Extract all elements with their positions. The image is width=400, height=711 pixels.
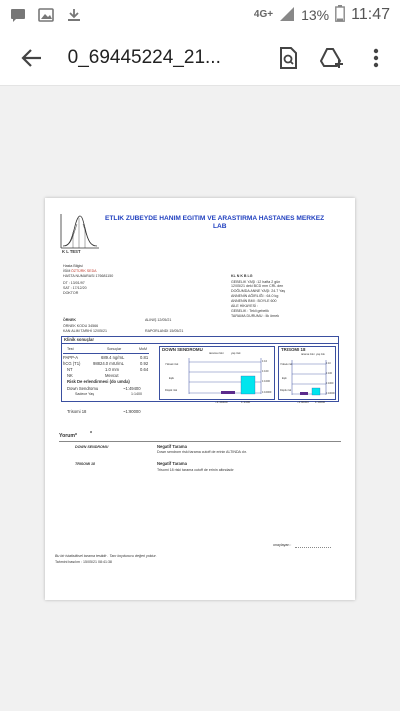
tri-bar-screening	[300, 392, 308, 395]
clinical-info-line: GEBELIK YAŞI :12 hafta 2 gün	[231, 280, 281, 284]
more-vert-icon	[373, 48, 379, 68]
logo-caption: K L TEST	[62, 249, 81, 254]
comment-detail-tri18: Trisomi 18 riski tarama cutoff de erinin altındadır	[157, 468, 234, 472]
clinical-info-line: ANNENİN BMI : BOYLE 600	[231, 299, 277, 303]
clock: 11:47	[351, 6, 390, 23]
tri-risk-chart	[278, 346, 336, 400]
comment-mark: *	[90, 431, 93, 437]
tri-bottom-value: ~1:90000	[297, 400, 309, 404]
tri-chart-title: TRISOMI 18	[281, 347, 306, 352]
down-bar-age	[241, 376, 255, 394]
document-page[interactable]	[45, 198, 355, 600]
table-row: 0.64	[140, 367, 149, 372]
tri18-risk-label: Trisomi 18	[67, 409, 87, 414]
patient-number: HASTA NUMARASI 176681150	[63, 274, 114, 278]
col-result: Sonuçlar	[107, 347, 122, 351]
find-in-document-button[interactable]	[266, 36, 310, 80]
tri-bottom-value: 1:10000	[315, 400, 326, 404]
table-row: hCG (T1)	[63, 361, 81, 366]
comment-label: Yorum*	[59, 433, 78, 439]
tri-axis-tick: 1:100	[326, 372, 332, 375]
down-risk-chart	[159, 346, 275, 400]
risk-header: Risk De erlendirmesi (do umda)	[67, 379, 130, 384]
tri-legend: tarama riski	[301, 353, 315, 356]
patient-sat: SAT : 17/12/20	[63, 286, 87, 290]
more-options-button[interactable]	[354, 36, 398, 80]
comment-result-down: Negatif Tarama	[157, 444, 187, 449]
tri-axis-tick: 1:10000	[326, 392, 335, 395]
patient-doctor: DOKTOR	[63, 291, 79, 295]
patient-dt: DT : 13/01/97	[63, 281, 85, 285]
report-date: RAPORLANDI 15/05/21	[145, 329, 184, 333]
footer-print-time: Tahmini basılım : 15/05/21 08:41:38	[55, 560, 112, 564]
comment-result-tri18: Negatif Tarama	[157, 461, 187, 466]
add-to-drive-button[interactable]	[310, 36, 354, 80]
tri-bar-age	[312, 388, 320, 395]
age-risk-value: 1:1400	[131, 392, 142, 396]
status-bar	[0, 0, 400, 30]
received-date: ALINIŞ 12/05/21	[145, 318, 172, 322]
comment-name-tri18: TRISOMI 18	[75, 462, 95, 466]
tri18-risk-value: ~1:90000	[123, 409, 141, 414]
patient-name-label: İSİM	[63, 269, 71, 273]
down-bottom-value: 1:1400	[241, 400, 251, 404]
sample-code: ÖRNEK KODU 34566	[63, 324, 99, 328]
comment-name-down: DOWN SENDROMU	[75, 445, 109, 449]
down-axis-tick: 1:100	[262, 370, 269, 373]
drive-add-icon	[320, 47, 344, 69]
tri-side-label: Yüksek risk	[280, 363, 293, 366]
down-bar-screening	[221, 391, 235, 394]
clinical-info-line: GEBELIK : Tekli gebelik	[231, 309, 269, 313]
document-title: 0_69445224_21...	[67, 46, 221, 68]
patient-name: ÖZTÜRK SEDA	[71, 269, 97, 273]
clinical-results-header: Klinik sonuçlar	[64, 337, 95, 342]
table-row: NK	[67, 373, 73, 378]
clinical-info-line: TARAMA DURUMU : İlk örnek	[231, 314, 280, 318]
clinical-info-line: AİLE HİKAYESİ :	[231, 304, 259, 308]
down-axis-tick: 1:10000	[262, 391, 272, 394]
arrow-back-icon	[21, 47, 43, 69]
tri-side-label: Düşük risk	[280, 389, 292, 392]
clinical-info-line: ANNENİN AĞIRLIĞI : 64.0 kg	[231, 294, 279, 298]
table-row: NT	[67, 367, 73, 372]
table-row: PAPP-A	[63, 355, 79, 360]
patient-header: Hasta Bilgisi	[63, 264, 83, 268]
down-side-label: Yüksek risk	[165, 363, 179, 366]
down-axis-tick: 1:1000	[262, 380, 270, 383]
tri-legend: yaş risk	[316, 353, 325, 356]
table-row: 0.92	[140, 361, 149, 366]
table-row: 1.0 mm	[105, 367, 119, 372]
lab-logo	[59, 212, 101, 254]
down-legend: yaş risk	[231, 351, 241, 355]
photo-icon	[38, 8, 54, 22]
lab-title-line2: LAB	[213, 223, 227, 230]
down-side-label: Eşik	[169, 377, 174, 380]
table-row: 0.81	[140, 355, 149, 360]
down-legend: tarama riski	[209, 351, 224, 355]
message-icon	[10, 8, 26, 22]
app-bar	[0, 30, 400, 86]
sample-date: KAN ALIM TARIHİ 12/05/21	[63, 329, 108, 333]
down-risk-value: ~1:49400	[123, 386, 141, 391]
back-button[interactable]	[10, 36, 54, 80]
tri-axis-tick: 1:10	[326, 362, 331, 365]
down-risk-label: Down Sendromu	[67, 386, 99, 391]
age-risk-label: Sadece Yaş	[75, 392, 95, 396]
approval-label: onaylayan :	[273, 543, 292, 547]
signal-icon	[279, 6, 295, 25]
sample-header: ÖRNEK	[63, 318, 76, 322]
tri-axis-tick: 1:1000	[326, 382, 334, 385]
clinical-info-header: KL N K B LG	[231, 274, 253, 278]
down-bottom-value: ~1:49400	[215, 400, 228, 404]
col-mom: MoM	[139, 347, 147, 351]
clinical-info-line: 12/05/21 deki BCD mm CRL den	[231, 284, 284, 288]
table-row: 689.4 ng/mL	[101, 355, 125, 360]
battery-icon	[335, 5, 345, 25]
logo-graph-icon	[59, 212, 101, 250]
lab-title: ETLIK ZUBEYDE HANIM EGITIM VE ARASTIRMA HASTANES MERKEZ	[105, 215, 325, 222]
table-row: 98824.0 mIU/mL	[93, 361, 124, 366]
down-chart-title: DOWN SENDROMU	[162, 347, 203, 352]
doc-search-icon	[277, 46, 299, 70]
tri-side-label: Eşik	[282, 377, 287, 380]
battery-level: 13%	[301, 7, 330, 23]
table-row: Mevcut	[105, 373, 119, 378]
comment-detail-down: Down sendrom riski tarama cutoff de erinin ALTINDA dır.	[157, 450, 247, 454]
down-side-label: Düşük risk	[165, 389, 178, 392]
footer-disclaimer: Bu bir istatistiksel tarama testidir . Tanı koydurucu değeri yoktur.	[55, 554, 157, 558]
clinical-info-line: DOĞUMDA ANNE YAŞI: 24.7 Yaş	[231, 289, 286, 293]
download-icon	[66, 8, 82, 22]
down-axis-tick: 1:10	[262, 360, 268, 363]
network-type: 4G+	[253, 9, 274, 20]
col-test: Test	[67, 347, 74, 351]
